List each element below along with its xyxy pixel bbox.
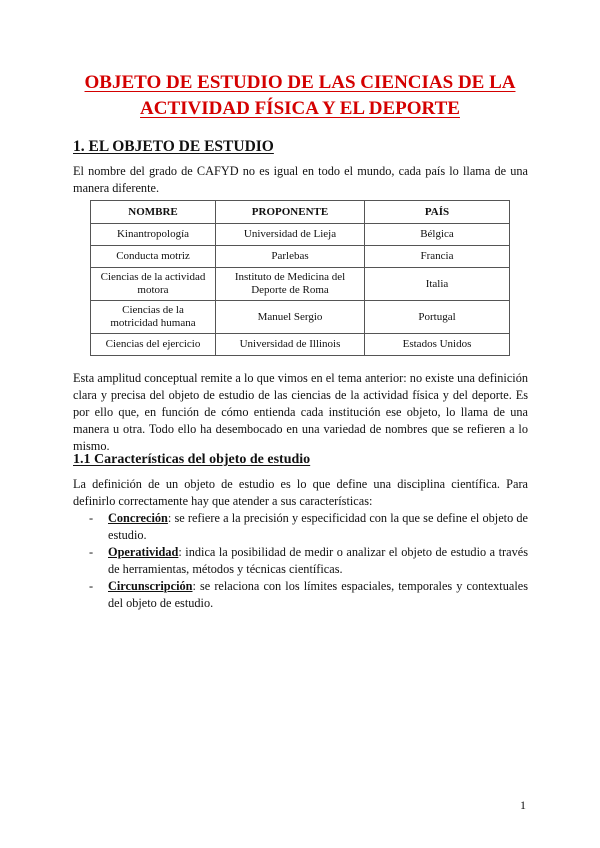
page-number: 1 [520, 798, 526, 812]
table-cell: Estados Unidos [365, 334, 510, 356]
table-cell: Ciencias de la actividad motora [91, 268, 216, 301]
characteristic-text: : se refiere a la precisión y especificidad con la que se define el objeto de estudio. [108, 511, 528, 542]
table-cell: Ciencias del ejercicio [91, 334, 216, 356]
table-cell: Italia [365, 268, 510, 301]
table-cell: Instituto de Medicina del Deporte de Roma [216, 268, 365, 301]
table-row [91, 246, 510, 268]
table-row [91, 268, 510, 301]
section-2-intro: La definición de un objeto de estudio es lo que define una disciplina científica. Para definirlo correctamente hay que atender a sus características: [73, 477, 528, 508]
characteristic-term: Concreción [108, 511, 168, 525]
table-row [91, 334, 510, 356]
section-1-after-table: Esta amplitud conceptual remite a lo que vimos en el tema anterior: no existe una definición clara y precisa del objeto de estudio de las ciencias de la actividad física y del deporte. Es por ello que, en función de cómo entienda cada institución ese objeto, lo llama de una manera u otra. Todo ello ha desembocado en una variedad de nombres que se refieren a lo mismo. [73, 371, 528, 453]
table-header-row [91, 201, 510, 224]
table-cell: Portugal [365, 301, 510, 334]
header-pais: PAÍS [365, 201, 510, 224]
table-cell: Bélgica [365, 224, 510, 246]
list-item [73, 510, 528, 544]
section-1-heading: 1. EL OBJETO DE ESTUDIO [73, 138, 274, 155]
characteristic-text: : se relaciona con los límites espaciales, temporales y contextuales del objeto de estudio. [108, 579, 528, 610]
table-cell: Manuel Sergio [216, 301, 365, 334]
table-row [91, 301, 510, 334]
characteristic-term: Operatividad [108, 545, 179, 559]
section-1-intro: El nombre del grado de CAFYD no es igual en todo el mundo, cada país lo llama de una manera diferente. [73, 164, 528, 195]
characteristics-list [73, 510, 528, 612]
table-cell: Ciencias de la motricidad humana [91, 301, 216, 334]
list-item [73, 544, 528, 578]
names-table [90, 200, 510, 356]
characteristic-term: Circunscripción [108, 579, 193, 593]
bullet-dash: - [89, 579, 94, 593]
table-cell: Conducta motriz [91, 246, 216, 268]
list-item [73, 578, 528, 612]
characteristic-text: : indica la posibilidad de medir o analizar el objeto de estudio a través de herramientas, métodos y técnicas científicas. [108, 545, 528, 576]
table-row [91, 224, 510, 246]
table-cell: Universidad de Lieja [216, 224, 365, 246]
bullet-dash: - [89, 511, 94, 525]
title-line-1: OBJETO DE ESTUDIO DE LAS CIENCIAS DE LA [84, 72, 516, 93]
title-line-2: ACTIVIDAD FÍSICA Y EL DEPORTE [140, 98, 460, 119]
table-cell: Kinantropología [91, 224, 216, 246]
section-2-heading: 1.1 Características del objeto de estudio [73, 452, 311, 467]
header-nombre: NOMBRE [91, 201, 216, 224]
header-proponente: PROPONENTE [216, 201, 365, 224]
table-cell: Francia [365, 246, 510, 268]
table-cell: Parlebas [216, 246, 365, 268]
bullet-dash: - [89, 545, 94, 559]
table-cell: Universidad de Illinois [216, 334, 365, 356]
page-title [60, 70, 540, 122]
